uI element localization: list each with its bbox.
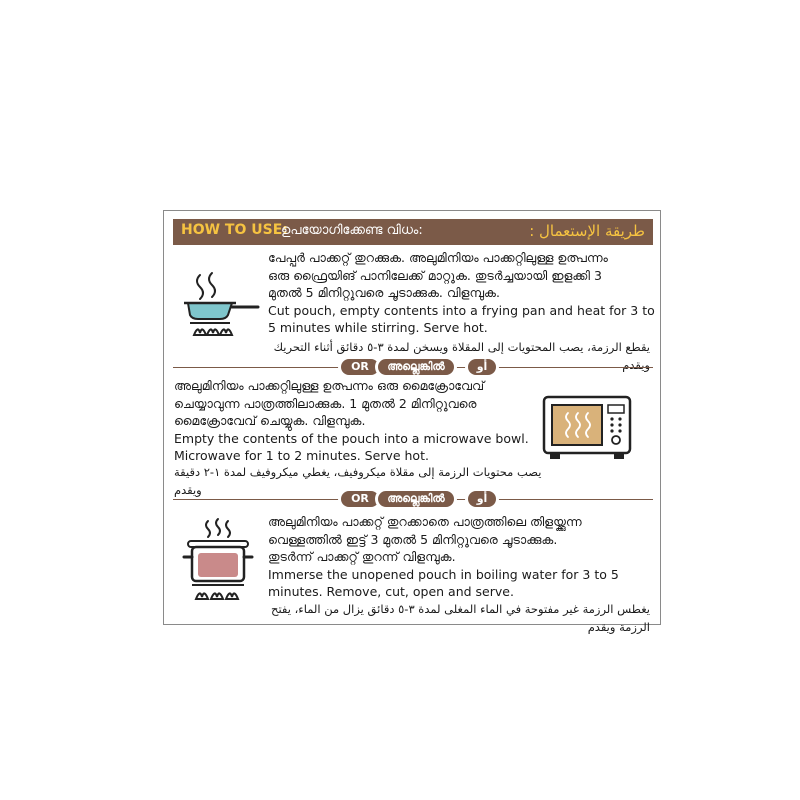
header-title-en: HOW TO USE:	[181, 222, 288, 238]
method2-ar-line: يصب محتويات الرزمة إلى مقلاة ميكروفيف، يغطي ميكروفيف لمدة ١-٢ دقيقة ويقدم	[174, 465, 542, 497]
method1-ml-line: ഒരു ഫ്രൈയിങ് പാനിലേക്ക് മാറ്റുക. തുടർച്ചയായി ഇളക്കി 3	[268, 267, 602, 283]
method3-ml-line: തുടർന്ന് പാക്കറ്റ് തുറന്ന് വിളമ്പുക.	[268, 549, 456, 564]
header-title-ml: ഉപയോഗിക്കേണ്ട വിധം:	[281, 223, 423, 238]
method1-text	[268, 249, 655, 337]
method2-ml-line: മൈക്രോവേവ് ചെയ്യുക. വിളമ്പുക.	[174, 413, 366, 428]
method3-en-line: minutes. Remove, cut, open and serve.	[268, 584, 514, 599]
method1-en-line: 5 minutes while stirring. Serve hot.	[268, 320, 488, 335]
method3-ml-line: അലുമിനിയം പാക്കറ്റ് തുറക്കാതെ പാത്രത്തിലെ തിളയ്ക്കുന്ന	[268, 514, 582, 529]
header-title-ar: طريقة الإستعمال :	[529, 222, 645, 240]
or-badge-ml: അല്ലെങ്കിൽ	[378, 359, 454, 375]
or-badge-en: OR	[341, 359, 379, 375]
method3-ml-line: വെള്ളത്തിൽ ഇട്ട് 3 മുതൽ 5 മിനിറ്റുവരെ ചൂടാക്കുക.	[268, 531, 558, 547]
method1-ml-line: പേപ്പർ പാക്കറ്റ് തുറക്കുക. അലുമിനിയം പാക്കറ്റിലുള്ള ഉത്പന്നം	[268, 250, 608, 265]
method2-ml-line: ചെയ്യാവുന്ന പാത്രത്തിലാക്കുക. 1 മുതൽ 2 മിനിറ്റുവരെ	[174, 395, 477, 411]
or-badge-ar: أو	[468, 491, 496, 507]
method3-ar-line: يغطس الرزمة غير مفتوحة في الماء المغلى لمدة ٣-٥ دقائق يزال من الماء، يفتح الرزمة ويقدم	[271, 602, 650, 634]
method3-en-line: Immerse the unopened pouch in boiling water for 3 to 5	[268, 566, 619, 582]
usage-instructions-card	[163, 210, 661, 634]
method3-text	[268, 513, 619, 601]
method1-ml-line: മുതൽ 5 മിനിറ്റുവരെ ചൂടാക്കുക. വിളമ്പുക.	[268, 285, 500, 300]
or-badge-ar: أو	[468, 359, 496, 375]
or-divider	[173, 489, 653, 509]
method2-en-line: Microwave for 1 to 2 minutes. Serve hot.	[174, 448, 429, 463]
microwave-icon	[542, 395, 632, 461]
method1-ar-line: يقطع الرزمة، يصب المحتويات إلى المقلاة ويسخن لمدة ٣-٥ دقائق أثناء التحريك ويقدم	[273, 340, 650, 372]
or-badge-ml: അല്ലെങ്കിൽ	[378, 491, 454, 507]
boiling-pot-on-stove-icon	[182, 517, 254, 603]
or-divider	[173, 357, 653, 377]
method1-en-line: Cut pouch, empty contents into a frying pan and heat for 3 to	[268, 302, 655, 318]
header-bar	[173, 219, 653, 245]
method2-en-line: Empty the contents of the pouch into a microwave bowl.	[174, 430, 529, 446]
frying-pan-on-stove-icon	[180, 267, 260, 339]
method2-text	[174, 377, 529, 465]
method2-ml-line: അലുമിനിയം പാക്കറ്റിലുള്ള ഉത്പന്നം ഒരു മൈക്രോവേവ്	[174, 378, 485, 393]
or-badge-en: OR	[341, 491, 379, 507]
